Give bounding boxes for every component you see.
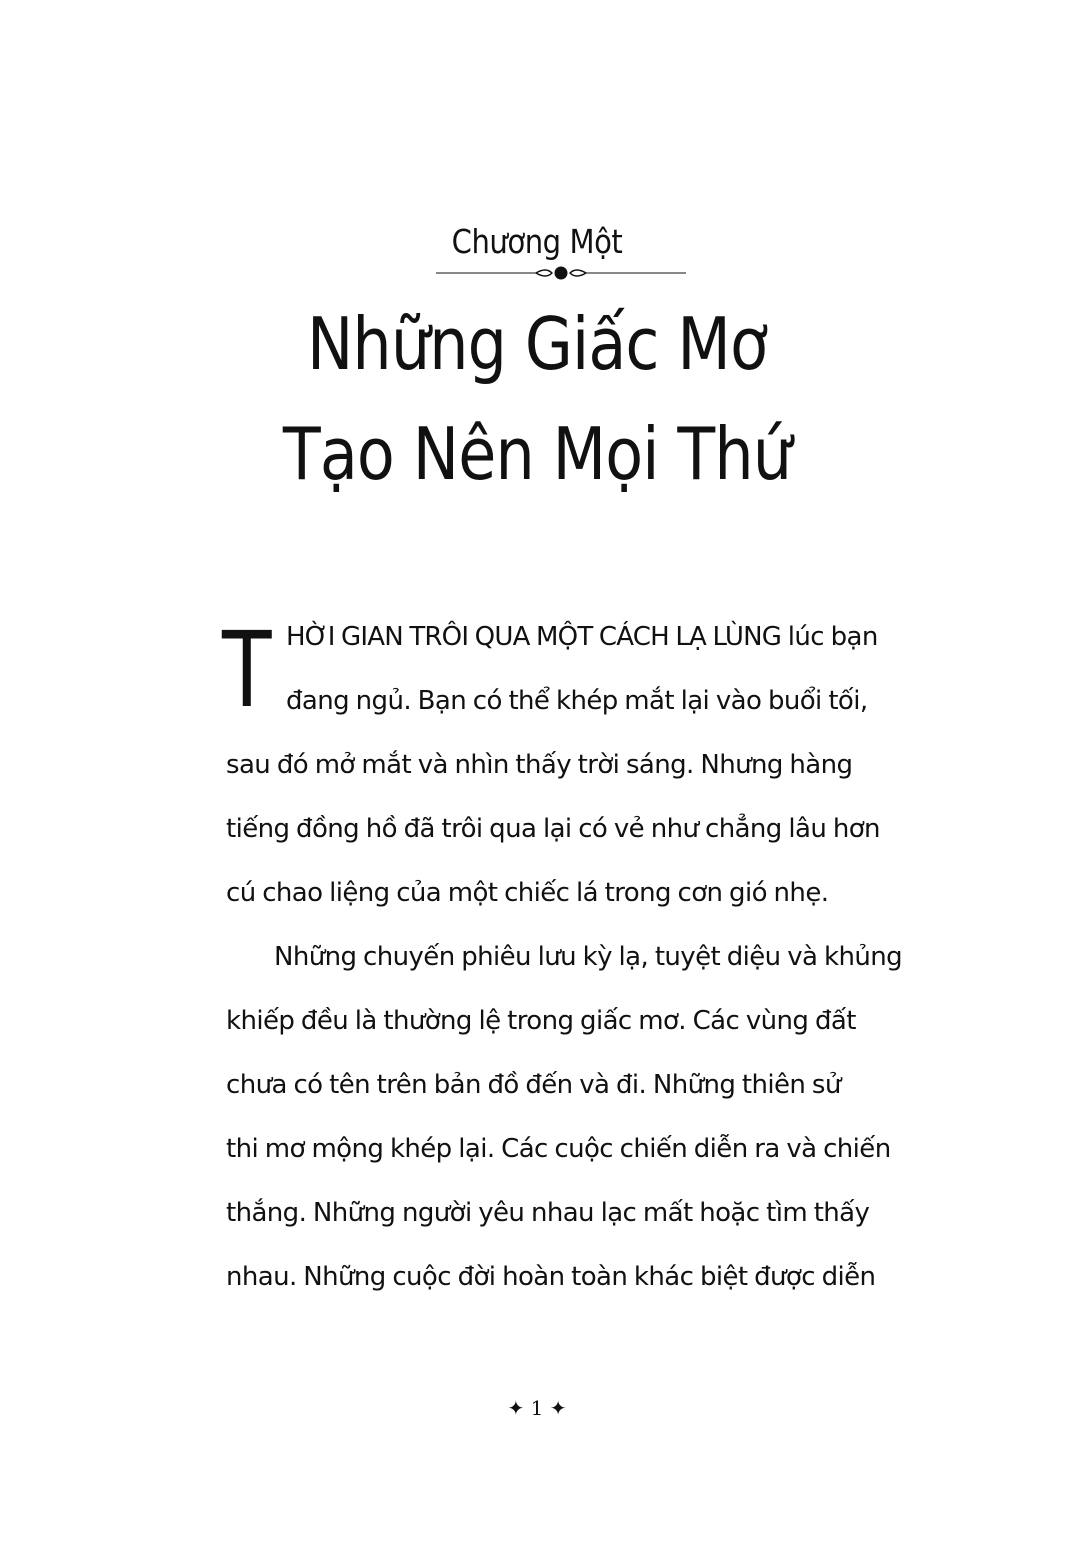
body-line-2: đang ngủ. Bạn có thể khép mắt lại vào buổi tối, [286, 686, 868, 716]
page-number [0, 1396, 1074, 1420]
chapter-title-line-1: Những Giấc Mơ [306, 302, 768, 386]
body-line-3: sau đó mở mắt và nhìn thấy trời sáng. Nhưng hàng [226, 750, 853, 780]
lead-in-caps: HỜI GIAN TRÔI QUA MỘT CÁCH LẠ LÙNG [286, 622, 782, 652]
page-number-ornament-left: ✦ [507, 1396, 525, 1420]
body-line-6: Những chuyến phiêu lưu kỳ lạ, tuyệt diệu và khủng [274, 942, 902, 972]
page-number-value: 1 [530, 1396, 544, 1420]
body-line-9: thi mơ mộng khép lại. Các cuộc chiến diễn ra và chiến [226, 1134, 891, 1164]
body-line-8: chưa có tên trên bản đồ đến và đi. Những thiên sử [226, 1070, 841, 1100]
body-line-5: cú chao liệng của một chiếc lá trong cơn gió nhẹ. [226, 878, 829, 908]
drop-cap: T [222, 609, 272, 731]
chapter-title-line-2: Tạo Nên Mọi Thứ [282, 412, 792, 496]
lead-in-rest: lúc bạn [781, 622, 878, 652]
chapter-label: Chương Một [451, 222, 623, 261]
divider-ornament [436, 262, 686, 284]
body-line-4: tiếng đồng hồ đã trôi qua lại có vẻ như chẳng lâu hơn [226, 814, 880, 844]
page-number-ornament-right: ✦ [549, 1396, 567, 1420]
body-line-7: khiếp đều là thường lệ trong giấc mơ. Các vùng đất [226, 1006, 856, 1036]
body-line-1 [286, 622, 900, 652]
body-line-11: nhau. Những cuộc đời hoàn toàn khác biệt được diễn [226, 1262, 876, 1292]
body-line-10: thắng. Những người yêu nhau lạc mất hoặc tìm thấy [226, 1198, 870, 1228]
